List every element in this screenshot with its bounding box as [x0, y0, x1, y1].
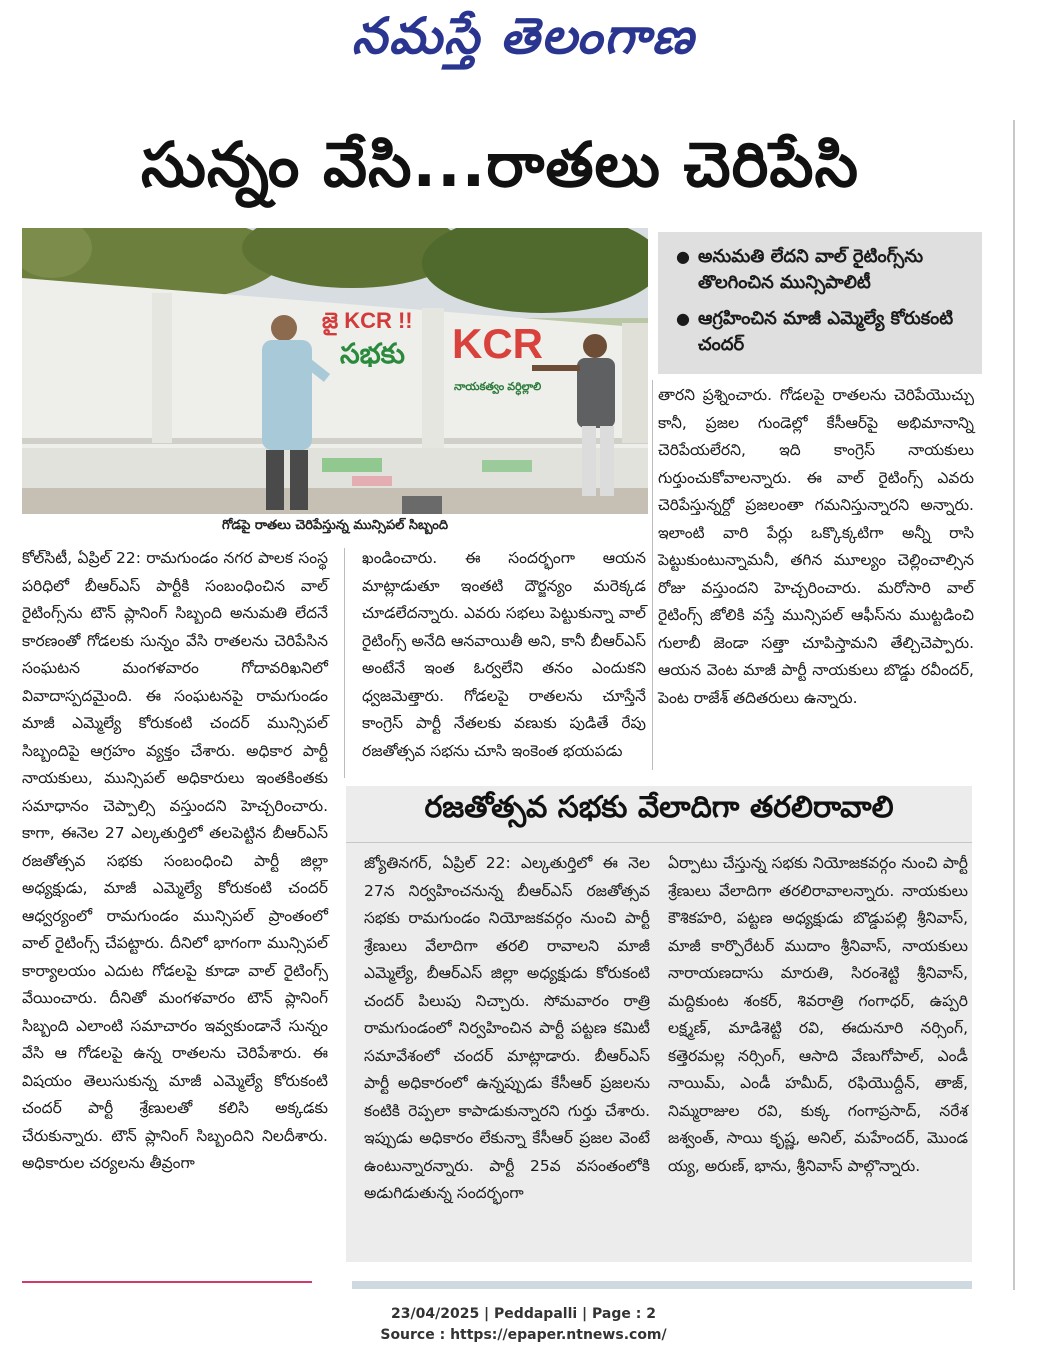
next-photo-strip: [352, 1281, 972, 1289]
photo-caption: గోడపై రాతలు చెరిపేస్తున్న మున్సిపల్ సిబ్బంది: [221, 518, 449, 533]
masthead-logo: నమస్తే తెలంగాణ: [351, 6, 696, 65]
page-right-rule: [1013, 120, 1015, 1290]
footer-source-link[interactable]: Source : https://epaper.ntnews.com/: [380, 1327, 667, 1343]
highlights-box: [658, 232, 982, 374]
wall-text-kcr: KCR: [452, 320, 543, 367]
sub-article-headline: రజతోత్సవ సభకు వేలాదిగా తరలిరావాలి: [424, 790, 894, 825]
news-photo: [22, 228, 648, 514]
article-column-3: తారని ప్రశ్నించారు. గోడలపై రాతలను చెరిపేయొచ్చు కానీ, ప్రజల గుండెల్లో కేసీఆర్‌పై అభిమానాన్ని చెరిపేయలేరని, ఇది కాంగ్రెస్ నాయకులు గుర్తుంచుకోవాలన్నారు. ఈ వాల్ రైటింగ్స్ ఎవరు చెరిపేస్తున్నర్దో ప్రజలంతా గమనిస్తున్నారని అన్నారు. ఇలాంటి వారి పేర్లు ఒక్కొక్కటిగా అన్నీ రాసి పెట్టుకుంటున్నామనీ, తగిన మూల్యం చెల్లించాల్సిన రోజు వస్తుందని హెచ్చరించారు. మరోసారి వాల్ రైటింగ్స్ జోలికి వస్తే మున్సిపల్ ఆఫీస్‌ను ముట్టడించి గులాబీ జెండా సత్తా చూపిస్తామని తేల్చిచెప్పారు. ఆయన వెంట మాజీ పార్టీ నాయకులు బొడ్డు రవీందర్, పెంట రాజేశ్ తదితరులు ఉన్నారు.: [658, 386, 974, 707]
column-divider: [344, 548, 345, 778]
sub-article-column-2: ఏర్పాటు చేస్తున్న సభకు నియోజకవర్గం నుంచి పార్టీ శ్రేణులు వేలాదిగా తరలిరావాలన్నారు. నాయకులు కౌశికహరి, పట్టణ అధ్యక్షుడు బొడ్డుపల్లి శ్రీనివాస్, మాజీ కార్పొరేటర్ ముదాం శ్రీనివాస్, నాయకులు నారాయణదాసు మారుతి, సిరంశెట్టి శ్రీనివాస్, మద్దికుంట శంకర్, శివరాత్రి గంగాధర్, ఉప్పరి లక్ష్మణ్, మాడిశెట్టి రవి, ఈదునూరి నర్సింగ్, కత్తెరమల్ల నర్సింగ్, ఆసాది వేణుగోపాల్, ఎండీ నాయిమ్, ఎండీ హమీద్, రఫియొద్దీన్, తాజ్, నిమ్మరాజుల రవి, కుక్క గంగాప్రసాద్, నరేశ జశ్వంత్, సాయి కృష్ణ, అనిల్, మహేందర్, మొండ య్య, అరుణ్, భాను, శ్రీనివాస్ పాల్గొన్నారు.: [668, 854, 968, 1175]
highlight-item: ● ఆగ్రహించిన మాజీ ఎమ్మెల్యే కోరుకంటి చందర్: [676, 306, 972, 358]
next-article-strip: [22, 1281, 312, 1291]
article-column-1: కోల్‌సిటీ, ఏప్రిల్ 22: రామగుండం నగర పాలక సంస్థ పరిధిలో బీఆర్‌ఎస్ పార్టీకి సంబంధించిన వాల్ రైటింగ్స్‌ను టౌన్ ప్లానింగ్ సిబ్బంది అనుమతి లేదనే కారణంతో గోడలకు సున్నం వేసి రాతలను చెరిపేసిన సంఘటన మంగళవారం గోదావరిఖనిలో వివాదాస్పదమైంది. ఈ సంఘటనపై రామగుండం మాజీ ఎమ్మెల్యే కోరుకంటి చందర్ మున్సిపల్ సిబ్బందిపై ఆగ్రహం వ్యక్తం చేశారు. అధికార పార్టీ నాయకులు, మున్సిపల్ అధికారులు ఇంతకింతకు సమాధానం చెప్పాల్సి వస్తుందని హెచ్చరించారు. కాగా, ఈనెల 27 ఎల్కతుర్తిలో తలపెట్టిన బీఆర్‌ఎస్ రజతోత్సవ సభకు సంబంధించి పార్టీ జిల్లా అధ్యక్షుడు, మాజీ ఎమ్మెల్యే కోరుకంటి చందర్ ఆధ్వర్యంలో రామగుండం మున్సిపల్ ప్రాంతంలో వాల్ రైటింగ్స్ చేపట్టారు. దీనిలో భాగంగా మున్సిపల్ కార్యాలయం ఎదుట గోడలపై కూడా వాల్ రైటింగ్స్ వేయించారు. దీనితో మంగళవారం టౌన్ ప్లానింగ్ సిబ్బంది ఎలాంటి సమాచారం ఇవ్వకుండానే సున్నం వేసి ఆ గోడలపై ఉన్న రాతలను చెరిపేశారు. ఈ విషయం తెలుసుకున్న మాజీ ఎమ్మెల్యే కోరుకంటి చందర్ పార్టీ శ్రేణులతో కలిసి అక్కడకు చేరుకున్నారు. టౌన్ ప్లానింగ్ సిబ్బందిని నిలదీశారు. అధికారుల చర్యలను తీవ్రంగా: [22, 549, 328, 1172]
sub-article-rule: [346, 842, 972, 843]
wall-text-sabhaku: సభకు: [340, 338, 405, 369]
sub-article-column-1: జ్యోతినగర్, ఏప్రిల్ 22: ఎల్కతుర్తిలో ఈ నెల 27న నిర్వహించనున్న బీఆర్‌ఎస్ రజతోత్సవ సభకు రామగుండం నియోజకవర్గం నుంచి పార్టీ శ్రేణులు వేలాదిగా తరలి రావాలని మాజీ ఎమ్మెల్యే, బీఆర్‌ఎస్ జిల్లా అధ్యక్షుడు కోరుకంటి చందర్ పిలుపు నిచ్చారు. సోమవారం రాత్రి రామగుండంలో నిర్వహించిన పార్టీ పట్టణ కమిటీ సమావేశంలో చందర్ మాట్లాడారు. బీఆర్‌ఎస్ పార్టీ అధికారంలో ఉన్నప్పుడు కేసీఆర్ ప్రజలను కంటికి రెప్పలా కాపాడుకున్నారని గుర్తు చేశారు. ఇప్పుడు అధికారం లేకున్నా కేసీఆర్ ప్రజల వెంటే ఉంటున్నారన్నారు. పార్టీ 25వ వసంతంలోకి అడుగిడుతున్న సందర్భంగా: [364, 854, 650, 1202]
highlight-item: ● అనుమతి లేదని వాల్ రైటింగ్స్‌ను తొలగించిన మున్సిపాలిటీ: [676, 244, 972, 296]
column-divider: [652, 380, 653, 770]
headline: సున్నం వేసి...రాతలు చెరిపేసి: [140, 128, 860, 201]
footer-date-edition: 23/04/2025 | Peddapalli | Page : 2: [391, 1306, 656, 1322]
article-column-2: ఖండించారు. ఈ సందర్భంగా ఆయన మాట్లాడుతూ ఇంతటి దౌర్జన్యం మరెక్కడ చూడలేదన్నారు. ఎవరు సభలు పెట్టుకున్నా వాల్ రైటింగ్స్ అనేది ఆనవాయితీ అని, కానీ బీఆర్‌ఎస్ అంటేనే ఇంత ఓర్వలేని తనం ఎందుకని ధ్వజమెత్తారు. గోడలపై రాతలను చూస్తేనే కాంగ్రెస్ పార్టీ నేతలకు వణుకు పుడితే రేపు రజతోత్సవ సభను చూసి ఇంకెంత భయపడు: [362, 549, 646, 760]
page-footer: [0, 1304, 1047, 1346]
wall-text-jai-kcr: జై KCR !!: [322, 308, 413, 333]
wall-text-slogan: నాయకత్వం వర్ధిల్లాలి: [454, 381, 542, 393]
